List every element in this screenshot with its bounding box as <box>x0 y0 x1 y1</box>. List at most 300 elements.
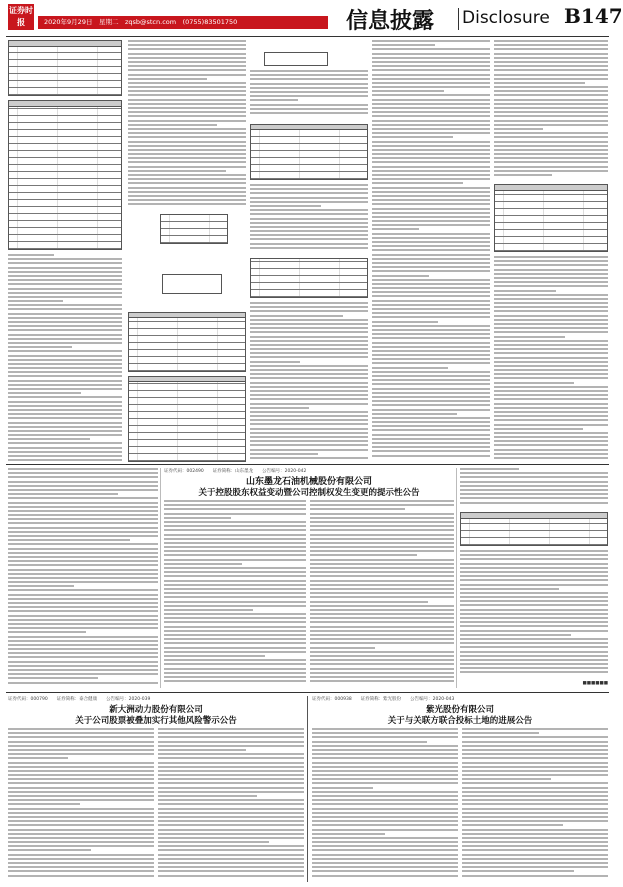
section-title-cn: 信息披露 <box>346 8 435 34</box>
text-line <box>250 428 368 430</box>
text-column-2a <box>128 40 246 210</box>
text-line <box>494 161 608 163</box>
text-line <box>460 671 608 673</box>
text-line <box>494 82 585 84</box>
text-line <box>8 774 154 776</box>
text-line <box>8 514 158 516</box>
text-line <box>8 803 80 805</box>
text-line <box>310 504 454 506</box>
text-line <box>128 48 246 50</box>
text-line <box>8 820 154 822</box>
text-line <box>128 145 246 147</box>
text-line <box>494 306 608 308</box>
notice-code-line: 证券代码：000938 证券简称：紫光股份 公告编号：2020-043 <box>312 697 455 702</box>
text-line <box>250 394 368 396</box>
text-line <box>494 166 608 168</box>
text-line <box>460 550 608 552</box>
text-line <box>312 787 373 789</box>
text-line <box>8 581 158 583</box>
text-line <box>164 559 306 561</box>
text-line <box>8 417 122 419</box>
text-line <box>494 432 608 434</box>
text-line <box>250 369 368 371</box>
text-line <box>158 816 304 818</box>
text-line <box>372 346 490 348</box>
text-line <box>372 166 490 168</box>
text-line <box>494 44 608 46</box>
text-line <box>494 365 608 367</box>
text-line <box>250 340 368 342</box>
text-line <box>372 170 490 172</box>
text-line <box>462 808 608 810</box>
text-line <box>8 384 122 386</box>
text-line <box>372 404 490 406</box>
text-line <box>8 275 122 277</box>
date-bar: 2020年9月29日 星期二 zqsb@stcn.com (0755)83501750 <box>38 16 328 29</box>
text-line <box>8 602 158 604</box>
text-line <box>8 476 158 478</box>
text-line <box>250 331 368 333</box>
text-line <box>8 350 122 352</box>
text-line <box>372 325 490 327</box>
text-line <box>8 636 158 638</box>
text-line <box>158 862 304 864</box>
text-line <box>128 78 207 80</box>
text-line <box>372 450 490 452</box>
text-line <box>158 795 257 797</box>
header-rule <box>6 36 609 37</box>
text-line <box>8 787 154 789</box>
text-line <box>164 571 306 573</box>
text-line <box>460 613 608 615</box>
text-line <box>128 120 246 122</box>
text-line <box>8 569 158 571</box>
text-line <box>8 560 158 562</box>
text-line <box>312 833 385 835</box>
text-line <box>8 862 154 864</box>
text-line <box>8 493 118 495</box>
text-line <box>310 592 454 594</box>
text-line <box>494 315 608 317</box>
text-line <box>310 617 454 619</box>
text-line <box>494 65 608 67</box>
text-line <box>372 446 490 448</box>
text-line <box>310 538 454 540</box>
text-line <box>250 407 309 409</box>
text-column-10 <box>8 728 154 880</box>
text-line <box>494 170 608 172</box>
text-line <box>462 849 608 851</box>
text-line <box>312 841 458 843</box>
text-line <box>8 313 122 315</box>
text-line <box>164 513 306 515</box>
text-column-4 <box>372 40 490 462</box>
text-line <box>8 762 154 764</box>
text-line <box>372 287 490 289</box>
text-line <box>372 354 490 356</box>
text-line <box>462 762 608 764</box>
text-line <box>158 845 304 847</box>
text-line <box>460 642 608 644</box>
section-title-en: Disclosure <box>462 8 550 28</box>
text-line <box>8 455 122 457</box>
diagram-structure <box>162 274 222 294</box>
text-line <box>128 153 246 155</box>
text-line <box>250 352 368 354</box>
text-line <box>250 315 343 317</box>
text-line <box>460 625 608 627</box>
text-line <box>250 108 368 110</box>
text-line <box>250 243 368 245</box>
text-line <box>8 380 122 382</box>
text-line <box>462 753 608 755</box>
text-line <box>158 766 304 768</box>
text-line <box>8 870 154 872</box>
text-line <box>494 132 608 134</box>
text-line <box>164 642 306 644</box>
text-line <box>494 153 608 155</box>
text-line <box>312 757 458 759</box>
text-line <box>250 209 368 211</box>
column-divider <box>160 468 161 688</box>
text-line <box>462 820 608 822</box>
text-line <box>8 468 158 470</box>
text-line <box>8 338 122 340</box>
text-line <box>460 476 608 478</box>
text-line <box>372 396 490 398</box>
text-line <box>494 260 608 262</box>
text-line <box>8 682 158 684</box>
text-line <box>164 592 306 594</box>
text-line <box>128 86 246 88</box>
text-line <box>372 392 490 394</box>
text-line <box>372 203 490 205</box>
text-line <box>8 812 154 814</box>
text-line <box>372 283 490 285</box>
text-line <box>494 74 608 76</box>
text-line <box>462 770 608 772</box>
text-line <box>128 90 246 92</box>
text-line <box>8 392 81 394</box>
text-line <box>460 571 608 573</box>
text-line <box>312 791 458 793</box>
column-divider <box>456 468 457 688</box>
text-line <box>312 795 458 797</box>
text-line <box>312 816 458 818</box>
text-line <box>462 803 608 805</box>
table-holdings <box>160 214 228 244</box>
text-line <box>8 875 154 877</box>
text-line <box>460 502 608 504</box>
text-line <box>164 500 306 502</box>
text-line <box>494 86 608 88</box>
text-line <box>462 875 608 877</box>
text-line <box>372 383 490 385</box>
text-line <box>8 552 158 554</box>
text-line <box>8 766 154 768</box>
notice-title: 关于控股股东权益变动暨公司控制权发生变更的提示性公告 <box>198 488 420 498</box>
text-line <box>310 659 454 661</box>
text-line <box>164 596 306 598</box>
text-line <box>8 485 158 487</box>
text-line <box>460 617 608 619</box>
text-line <box>8 401 122 403</box>
text-line <box>372 195 490 197</box>
text-line <box>372 99 490 101</box>
text-line <box>372 434 490 436</box>
text-line <box>494 403 608 405</box>
text-line <box>8 753 154 755</box>
text-line <box>372 275 429 277</box>
text-line <box>8 598 158 600</box>
text-line <box>158 875 304 877</box>
text-line <box>8 304 122 306</box>
text-line <box>250 306 368 308</box>
table-shareholding <box>460 512 608 546</box>
text-line <box>494 386 608 388</box>
text-line <box>494 111 608 113</box>
text-line <box>372 69 490 71</box>
text-line <box>310 605 454 607</box>
text-line <box>8 577 158 579</box>
text-line <box>8 841 154 843</box>
text-line <box>494 449 608 451</box>
text-line <box>310 668 454 670</box>
text-column-9a <box>460 468 608 508</box>
text-line <box>164 638 306 640</box>
text-line <box>372 157 490 159</box>
text-line <box>250 403 368 405</box>
text-line <box>460 472 608 474</box>
text-line <box>372 300 490 302</box>
text-line <box>494 377 608 379</box>
text-line <box>164 521 306 523</box>
text-line <box>310 663 454 665</box>
text-line <box>128 166 246 168</box>
text-line <box>250 95 368 97</box>
text-line <box>164 672 306 674</box>
text-line <box>372 161 490 163</box>
text-line <box>8 262 122 264</box>
text-line <box>494 120 608 122</box>
text-line <box>128 40 246 42</box>
text-line <box>8 518 158 520</box>
text-line <box>494 361 608 363</box>
text-line <box>250 423 368 425</box>
text-line <box>494 90 608 92</box>
text-line <box>250 197 368 199</box>
text-line <box>164 605 306 607</box>
text-column-1 <box>8 254 122 464</box>
notice-company-name: 新大洲动力股份有限公司 <box>109 705 203 715</box>
text-line <box>460 651 608 653</box>
text-line <box>460 646 608 648</box>
text-line <box>158 749 246 751</box>
text-line <box>372 350 490 352</box>
text-line <box>250 222 368 224</box>
text-line <box>164 651 306 653</box>
text-line <box>128 69 246 71</box>
text-line <box>250 327 368 329</box>
text-line <box>8 631 86 633</box>
text-line <box>250 419 368 421</box>
text-line <box>8 396 122 398</box>
table-fees <box>250 124 368 180</box>
text-line <box>158 745 304 747</box>
text-line <box>372 86 490 88</box>
text-line <box>8 829 154 831</box>
text-line <box>8 728 154 730</box>
text-line <box>460 609 608 611</box>
text-line <box>250 453 318 455</box>
text-line <box>312 766 458 768</box>
text-line <box>494 323 608 325</box>
table-custodian <box>128 376 246 462</box>
text-line <box>312 782 458 784</box>
text-line <box>8 535 158 537</box>
text-line <box>494 115 608 117</box>
text-line <box>494 352 608 354</box>
text-line <box>494 302 608 304</box>
text-line <box>462 866 608 868</box>
text-line <box>310 529 454 531</box>
text-line <box>494 128 543 130</box>
text-line <box>462 833 608 835</box>
text-line <box>462 841 608 843</box>
text-line <box>460 567 608 569</box>
text-line <box>8 430 122 432</box>
text-line <box>250 377 368 379</box>
text-line <box>372 212 490 214</box>
text-line <box>8 325 122 327</box>
text-line <box>250 356 368 358</box>
text-line <box>250 398 368 400</box>
text-line <box>460 663 608 665</box>
text-line <box>250 213 368 215</box>
text-line <box>312 829 458 831</box>
text-line <box>164 630 306 632</box>
text-line <box>372 145 490 147</box>
text-line <box>494 373 608 375</box>
text-line <box>372 262 490 264</box>
text-line <box>310 500 454 502</box>
text-line <box>128 44 246 46</box>
text-line <box>372 333 490 335</box>
text-line <box>8 858 154 860</box>
text-line <box>372 258 490 260</box>
text-line <box>494 394 608 396</box>
text-line <box>250 192 368 194</box>
text-line <box>372 367 448 369</box>
text-line <box>8 355 122 357</box>
text-line <box>372 40 490 42</box>
text-line <box>250 99 298 101</box>
text-line <box>8 522 158 524</box>
text-line <box>372 191 490 193</box>
text-line <box>310 571 454 573</box>
text-line <box>460 588 559 590</box>
text-line <box>462 829 608 831</box>
text-line <box>128 161 246 163</box>
text-line <box>250 344 368 346</box>
text-line <box>8 866 154 868</box>
text-line <box>128 53 246 55</box>
text-line <box>372 316 490 318</box>
text-line <box>8 442 122 444</box>
text-line <box>164 668 306 670</box>
text-line <box>310 651 454 653</box>
text-line <box>310 559 454 561</box>
text-line <box>310 621 454 623</box>
text-line <box>494 340 608 342</box>
text-line <box>128 103 246 105</box>
page-number: B147 <box>564 4 623 28</box>
text-line <box>250 411 368 413</box>
text-line <box>460 468 519 470</box>
text-line <box>158 854 304 856</box>
text-line <box>158 803 304 805</box>
text-line <box>164 529 306 531</box>
text-line <box>8 271 122 273</box>
text-line <box>462 824 563 826</box>
text-line <box>8 749 154 751</box>
text-line <box>460 554 608 556</box>
text-line <box>494 53 608 55</box>
text-line <box>460 489 608 491</box>
notice-company-name: 山东墨龙石油机械股份有限公司 <box>245 477 372 487</box>
text-line <box>8 564 158 566</box>
notice-code-line: 证券代码：000790 证券简称：泰合健康 公告编号：2020-039 <box>8 697 151 702</box>
text-line <box>494 444 608 446</box>
text-line <box>128 115 246 117</box>
text-line <box>310 554 417 556</box>
text-line <box>462 862 608 864</box>
text-line <box>8 254 54 256</box>
text-line <box>494 415 608 417</box>
text-line <box>8 627 158 629</box>
text-line <box>494 453 608 455</box>
text-line <box>372 228 419 230</box>
text-line <box>312 799 458 801</box>
text-line <box>372 153 490 155</box>
text-line <box>8 661 158 663</box>
text-line <box>372 388 490 390</box>
text-line <box>8 292 122 294</box>
text-line <box>310 676 454 678</box>
text-line <box>158 791 304 793</box>
text-line <box>164 575 306 577</box>
text-line <box>164 538 306 540</box>
text-line <box>250 436 368 438</box>
text-line <box>310 508 405 510</box>
text-line <box>460 655 608 657</box>
text-line <box>8 745 154 747</box>
text-line <box>128 61 246 63</box>
text-line <box>462 736 608 738</box>
table-returns <box>250 258 368 298</box>
text-line <box>462 799 608 801</box>
text-line <box>164 634 306 636</box>
text-line <box>310 613 454 615</box>
text-line <box>164 554 306 556</box>
text-line <box>312 762 458 764</box>
text-line <box>8 506 158 508</box>
text-line <box>462 749 608 751</box>
text-line <box>462 870 574 872</box>
text-line <box>372 379 490 381</box>
text-line <box>158 799 304 801</box>
text-line <box>8 849 91 851</box>
